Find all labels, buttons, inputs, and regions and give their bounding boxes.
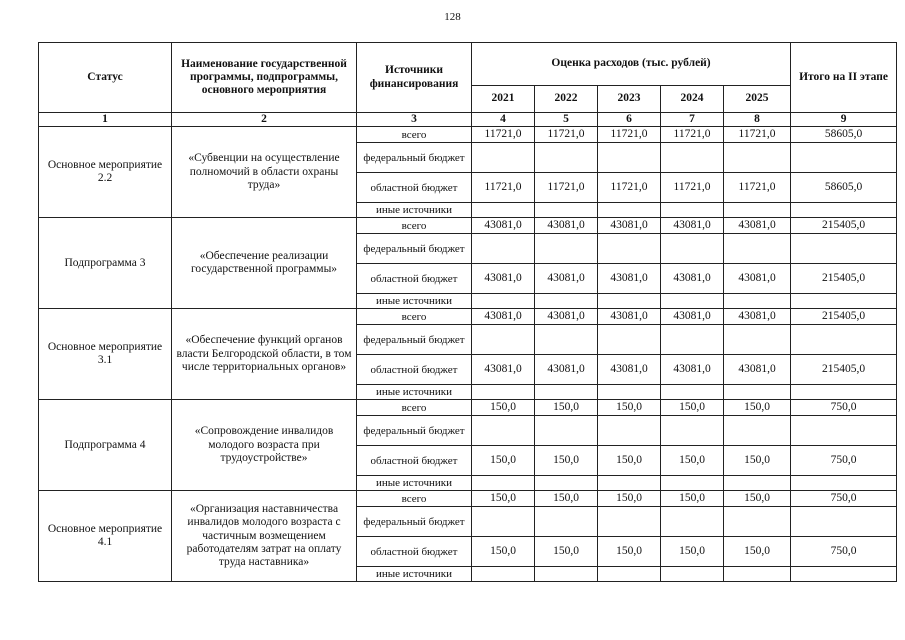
value-cell-empty	[661, 234, 724, 264]
status-cell: Основное мероприятие 4.1	[39, 491, 172, 582]
source-cell-federal: федеральный бюджет	[357, 234, 472, 264]
value-cell: 150,0	[535, 491, 598, 507]
source-cell-oblast: областной бюджет	[357, 355, 472, 385]
column-number: 2	[172, 113, 357, 127]
column-number: 8	[724, 113, 791, 127]
source-cell-vsego: всего	[357, 127, 472, 143]
header-year: 2023	[598, 86, 661, 113]
value-cell: 150,0	[661, 446, 724, 476]
value-cell-empty	[661, 476, 724, 491]
value-cell-empty	[598, 385, 661, 400]
value-cell-empty	[661, 567, 724, 582]
value-cell: 150,0	[724, 537, 791, 567]
value-cell-empty	[472, 234, 535, 264]
value-cell-empty	[791, 385, 897, 400]
value-cell: 11721,0	[724, 173, 791, 203]
value-cell-empty	[724, 507, 791, 537]
source-cell-vsego: всего	[357, 218, 472, 234]
value-cell: 150,0	[472, 537, 535, 567]
header-estimate: Оценка расходов (тыс. рублей)	[472, 43, 791, 86]
value-cell: 150,0	[535, 446, 598, 476]
header-status: Статус	[39, 43, 172, 113]
value-cell: 43081,0	[598, 218, 661, 234]
total-cell: 750,0	[791, 537, 897, 567]
total-cell: 58605,0	[791, 173, 897, 203]
value-cell: 43081,0	[598, 309, 661, 325]
value-cell: 43081,0	[598, 264, 661, 294]
value-cell-empty	[535, 567, 598, 582]
total-cell: 215405,0	[791, 218, 897, 234]
value-cell: 150,0	[472, 400, 535, 416]
header-total: Итого на II этапе	[791, 43, 897, 113]
column-number: 6	[598, 113, 661, 127]
value-cell: 150,0	[661, 400, 724, 416]
value-cell-empty	[724, 203, 791, 218]
value-cell-empty	[472, 294, 535, 309]
value-cell: 43081,0	[472, 355, 535, 385]
value-cell-empty	[791, 416, 897, 446]
total-cell: 750,0	[791, 491, 897, 507]
value-cell-empty	[791, 143, 897, 173]
source-cell-other: иные источники	[357, 385, 472, 400]
value-cell-empty	[661, 325, 724, 355]
total-cell: 750,0	[791, 400, 897, 416]
column-number: 3	[357, 113, 472, 127]
value-cell-empty	[598, 203, 661, 218]
value-cell-empty	[724, 476, 791, 491]
value-cell-empty	[472, 143, 535, 173]
column-numbers-row	[39, 113, 897, 127]
value-cell: 150,0	[535, 400, 598, 416]
column-number: 5	[535, 113, 598, 127]
source-cell-federal: федеральный бюджет	[357, 143, 472, 173]
table-row	[39, 400, 897, 416]
value-cell-empty	[472, 203, 535, 218]
value-cell-empty	[791, 325, 897, 355]
source-cell-federal: федеральный бюджет	[357, 416, 472, 446]
value-cell-empty	[472, 567, 535, 582]
value-cell: 11721,0	[472, 127, 535, 143]
value-cell: 11721,0	[724, 127, 791, 143]
value-cell-empty	[472, 507, 535, 537]
value-cell-empty	[598, 507, 661, 537]
table-row	[39, 309, 897, 325]
value-cell-empty	[724, 567, 791, 582]
source-cell-oblast: областной бюджет	[357, 537, 472, 567]
value-cell-empty	[472, 476, 535, 491]
value-cell: 150,0	[724, 446, 791, 476]
source-cell-federal: федеральный бюджет	[357, 507, 472, 537]
value-cell: 43081,0	[724, 355, 791, 385]
value-cell: 150,0	[724, 491, 791, 507]
column-number: 4	[472, 113, 535, 127]
value-cell-empty	[472, 416, 535, 446]
value-cell-empty	[724, 234, 791, 264]
value-cell-empty	[598, 325, 661, 355]
table-row	[39, 127, 897, 143]
value-cell: 11721,0	[598, 127, 661, 143]
program-name-cell: «Субвенции на осуществление полномочий в области охраны труда»	[172, 127, 357, 218]
value-cell-empty	[472, 385, 535, 400]
table-body	[39, 127, 897, 582]
value-cell: 43081,0	[724, 309, 791, 325]
value-cell-empty	[661, 507, 724, 537]
value-cell: 43081,0	[661, 264, 724, 294]
column-number: 1	[39, 113, 172, 127]
value-cell-empty	[724, 385, 791, 400]
value-cell: 43081,0	[535, 309, 598, 325]
total-cell: 215405,0	[791, 264, 897, 294]
value-cell: 43081,0	[598, 355, 661, 385]
value-cell-empty	[724, 325, 791, 355]
value-cell: 11721,0	[661, 127, 724, 143]
value-cell: 11721,0	[535, 127, 598, 143]
value-cell-empty	[661, 385, 724, 400]
source-cell-other: иные источники	[357, 294, 472, 309]
value-cell: 43081,0	[661, 218, 724, 234]
table-row	[39, 218, 897, 234]
source-cell-oblast: областной бюджет	[357, 446, 472, 476]
source-cell-other: иные источники	[357, 203, 472, 218]
value-cell-empty	[661, 203, 724, 218]
table-row	[39, 491, 897, 507]
header-year: 2025	[724, 86, 791, 113]
value-cell: 11721,0	[535, 173, 598, 203]
source-cell-federal: федеральный бюджет	[357, 325, 472, 355]
status-cell: Основное мероприятие 3.1	[39, 309, 172, 400]
header-name: Наименование государственной программы, подпрограммы, основного мероприятия	[172, 43, 357, 113]
status-cell: Основное мероприятие 2.2	[39, 127, 172, 218]
value-cell-empty	[661, 143, 724, 173]
value-cell-empty	[598, 476, 661, 491]
source-cell-vsego: всего	[357, 309, 472, 325]
value-cell: 43081,0	[472, 309, 535, 325]
value-cell: 43081,0	[535, 355, 598, 385]
value-cell-empty	[598, 143, 661, 173]
source-cell-other: иные источники	[357, 476, 472, 491]
value-cell-empty	[535, 416, 598, 446]
value-cell-empty	[598, 416, 661, 446]
budget-table	[38, 42, 897, 582]
value-cell-empty	[661, 416, 724, 446]
value-cell: 150,0	[535, 537, 598, 567]
column-number: 9	[791, 113, 897, 127]
value-cell-empty	[598, 234, 661, 264]
value-cell: 43081,0	[724, 218, 791, 234]
value-cell-empty	[724, 294, 791, 309]
value-cell-empty	[724, 416, 791, 446]
source-cell-vsego: всего	[357, 491, 472, 507]
value-cell: 43081,0	[472, 264, 535, 294]
value-cell-empty	[791, 234, 897, 264]
program-name-cell: «Обеспечение реализации государственной программы»	[172, 218, 357, 309]
value-cell-empty	[535, 203, 598, 218]
program-name-cell: «Организация наставничества инвалидов молодого возраста с частичным возмещением работодателям затрат на оплату труда наставника»	[172, 491, 357, 582]
value-cell-empty	[535, 234, 598, 264]
value-cell-empty	[535, 476, 598, 491]
value-cell: 150,0	[661, 491, 724, 507]
header-year: 2024	[661, 86, 724, 113]
total-cell: 215405,0	[791, 355, 897, 385]
total-cell: 215405,0	[791, 309, 897, 325]
value-cell-empty	[598, 567, 661, 582]
value-cell: 43081,0	[661, 309, 724, 325]
value-cell: 11721,0	[661, 173, 724, 203]
header-sources: Источники финансирования	[357, 43, 472, 113]
status-cell: Подпрограмма 4	[39, 400, 172, 491]
value-cell: 43081,0	[535, 218, 598, 234]
value-cell-empty	[535, 385, 598, 400]
column-number: 7	[661, 113, 724, 127]
value-cell: 150,0	[598, 446, 661, 476]
value-cell-empty	[661, 294, 724, 309]
value-cell-empty	[535, 143, 598, 173]
value-cell: 150,0	[598, 400, 661, 416]
source-cell-vsego: всего	[357, 400, 472, 416]
value-cell-empty	[791, 476, 897, 491]
value-cell: 150,0	[472, 491, 535, 507]
value-cell: 150,0	[472, 446, 535, 476]
header-year: 2022	[535, 86, 598, 113]
source-cell-oblast: областной бюджет	[357, 173, 472, 203]
value-cell-empty	[535, 507, 598, 537]
total-cell: 58605,0	[791, 127, 897, 143]
value-cell: 43081,0	[535, 264, 598, 294]
value-cell-empty	[791, 567, 897, 582]
value-cell-empty	[535, 294, 598, 309]
value-cell: 43081,0	[472, 218, 535, 234]
value-cell-empty	[724, 143, 791, 173]
source-cell-oblast: областной бюджет	[357, 264, 472, 294]
total-cell: 750,0	[791, 446, 897, 476]
value-cell: 43081,0	[661, 355, 724, 385]
value-cell: 150,0	[598, 537, 661, 567]
page-number: 128	[444, 11, 461, 23]
value-cell-empty	[598, 294, 661, 309]
value-cell: 11721,0	[472, 173, 535, 203]
value-cell-empty	[791, 507, 897, 537]
source-cell-other: иные источники	[357, 567, 472, 582]
value-cell: 43081,0	[724, 264, 791, 294]
value-cell-empty	[791, 203, 897, 218]
program-name-cell: «Сопровождение инвалидов молодого возраста при трудоустройстве»	[172, 400, 357, 491]
value-cell-empty	[535, 325, 598, 355]
header-row	[39, 43, 897, 86]
value-cell: 150,0	[724, 400, 791, 416]
value-cell: 150,0	[661, 537, 724, 567]
value-cell-empty	[472, 325, 535, 355]
program-name-cell: «Обеспечение функций органов власти Белгородской области, в том числе территориальных органов»	[172, 309, 357, 400]
value-cell-empty	[791, 294, 897, 309]
status-cell: Подпрограмма 3	[39, 218, 172, 309]
value-cell: 150,0	[598, 491, 661, 507]
header-year: 2021	[472, 86, 535, 113]
value-cell: 11721,0	[598, 173, 661, 203]
